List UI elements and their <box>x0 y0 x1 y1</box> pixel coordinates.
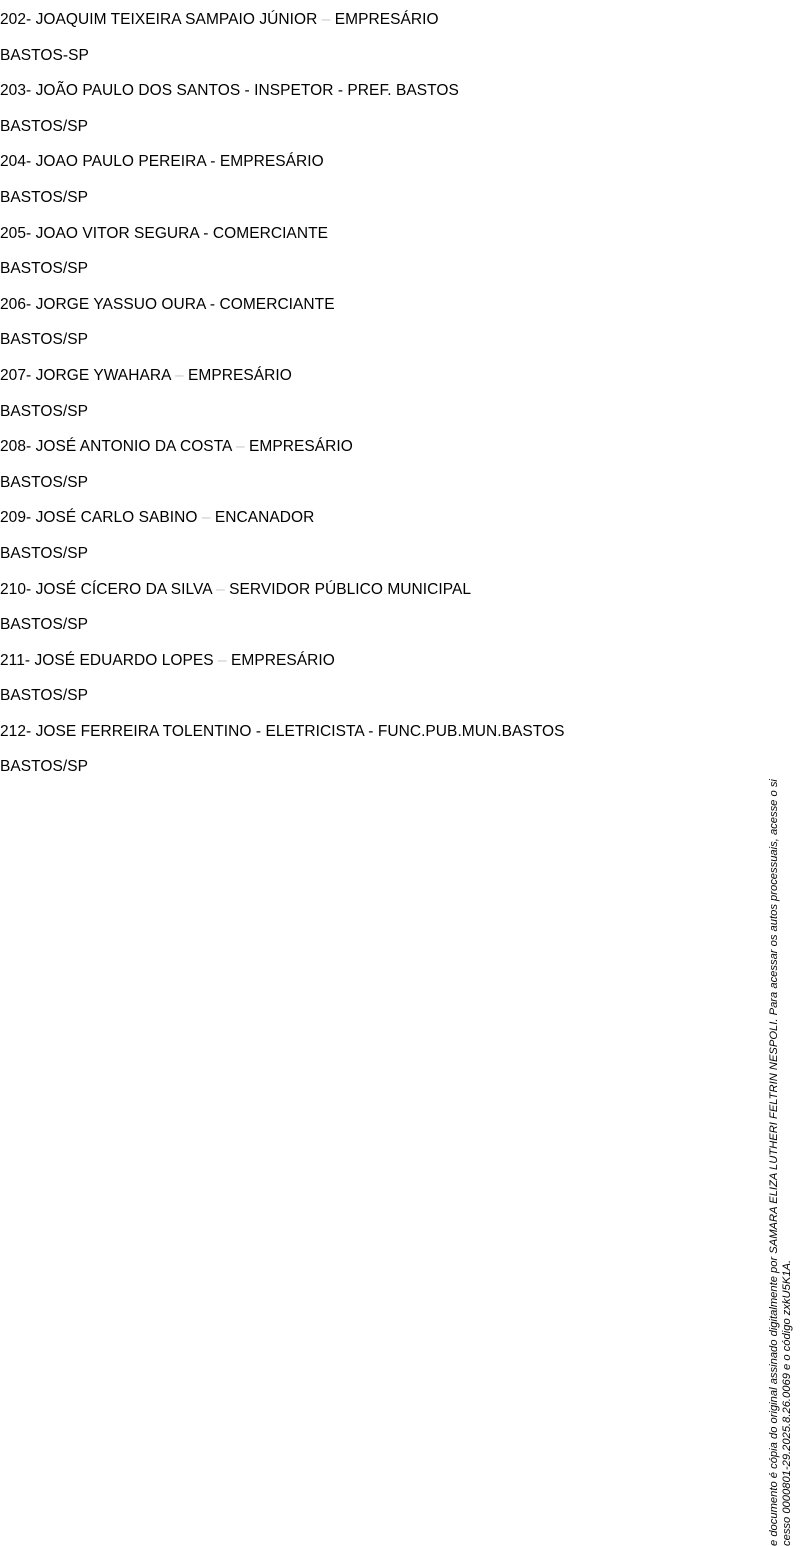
entry-city: BASTOS/SP <box>0 117 89 135</box>
list-item <box>0 429 740 500</box>
entry-name: JOAQUIM TEIXEIRA SAMPAIO JÚNIOR <box>35 11 318 28</box>
entry-occupation: EMPRESÁRIO <box>248 438 353 456</box>
list-item <box>0 73 740 144</box>
entry-separator: – <box>317 11 335 28</box>
entry-name: JOSÉ CÍCERO DA SILVA <box>35 580 212 598</box>
entry-number: 211- <box>0 651 31 669</box>
entry-city: BASTOS-SP <box>0 46 89 64</box>
entry-occupation: ENCANADOR <box>214 509 315 527</box>
entry-occupation: INSPETOR - PREF. BASTOS <box>254 82 459 100</box>
entry-city: BASTOS/SP <box>0 260 89 278</box>
entry-separator: – <box>213 651 232 669</box>
list-item <box>0 500 740 571</box>
list-item <box>0 216 740 287</box>
digital-signature-margin <box>756 0 796 1546</box>
entry-separator: – <box>170 366 188 384</box>
entry-occupation: COMERCIANTE <box>212 224 328 242</box>
entry-number: 205- <box>0 224 32 242</box>
entry-number: 212- <box>0 722 32 740</box>
entry-separator: – <box>211 580 230 598</box>
entry-city: BASTOS/SP <box>0 402 89 420</box>
list-item <box>0 643 740 714</box>
list-item <box>0 287 740 358</box>
digital-signature-note <box>768 346 794 1546</box>
entry-name: JORGE YWAHARA <box>35 366 171 384</box>
entry-name: JOAO VITOR SEGURA <box>35 224 199 242</box>
entry-number: 203- <box>0 82 32 100</box>
entry-name-line <box>0 216 740 252</box>
entry-name: JOSÉ ANTONIO DA COSTA <box>35 438 232 456</box>
entry-name-line <box>0 643 740 679</box>
entry-number: 204- <box>0 153 32 171</box>
list-item <box>0 572 740 643</box>
entry-occupation: EMPRESÁRIO <box>219 153 324 171</box>
entry-separator: - <box>251 722 266 740</box>
entry-separator: - <box>205 153 220 171</box>
entry-separator: – <box>231 438 249 456</box>
entry-separator: - <box>205 295 220 313</box>
entry-occupation: SERVIDOR PÚBLICO MUNICIPAL <box>229 580 472 598</box>
entry-city: BASTOS/SP <box>0 473 89 491</box>
entry-name: JOAO PAULO PEREIRA <box>35 153 206 171</box>
entry-number: 202- <box>0 11 32 28</box>
entry-name: JOSÉ EDUARDO LOPES <box>34 651 214 669</box>
witness-list <box>0 0 740 785</box>
entry-name-line <box>0 358 740 394</box>
entry-name: JOSÉ CARLO SABINO <box>35 509 198 527</box>
entry-name-line <box>0 429 740 465</box>
entry-name-line <box>0 73 740 109</box>
entry-name: JORGE YASSUO OURA <box>35 295 206 313</box>
entry-name-line <box>0 714 740 750</box>
entry-occupation: COMERCIANTE <box>219 295 335 313</box>
entry-name-line <box>0 2 740 38</box>
entry-name: JOÃO PAULO DOS SANTOS <box>35 82 241 100</box>
entry-name-line <box>0 144 740 180</box>
entry-separator: - <box>240 82 255 100</box>
entry-number: 207- <box>0 366 32 384</box>
entry-name: JOSE FERREIRA TOLENTINO <box>35 722 252 740</box>
entry-name-line <box>0 500 740 536</box>
entry-name-line <box>0 287 740 323</box>
entry-occupation: EMPRESÁRIO <box>188 366 292 384</box>
entry-separator: - <box>198 224 213 242</box>
entry-city: BASTOS/SP <box>0 616 89 634</box>
entry-number: 206- <box>0 295 32 313</box>
list-item <box>0 2 740 73</box>
entry-city: BASTOS/SP <box>0 758 89 776</box>
entry-city: BASTOS/SP <box>0 687 89 705</box>
entry-occupation: EMPRESÁRIO <box>334 11 439 28</box>
signature-note-line-1: e documento é cópia do original assinado digitalmente por SAMARA ELIZA LUTHERI FELTRIN NESPOLI. Para acessar os autos processuais, acesse o si <box>768 779 780 1546</box>
entry-occupation: EMPRESÁRIO <box>231 651 335 669</box>
list-item <box>0 358 740 429</box>
entry-city: BASTOS/SP <box>0 188 89 206</box>
list-item <box>0 714 740 785</box>
list-item <box>0 144 740 215</box>
entry-separator: – <box>197 509 215 527</box>
entry-number: 209- <box>0 509 32 527</box>
entry-occupation: ELETRICISTA - FUNC.PUB.MUN.BASTOS <box>265 722 565 740</box>
entry-name-line <box>0 572 740 608</box>
entry-city: BASTOS/SP <box>0 544 89 562</box>
entry-city: BASTOS/SP <box>0 331 89 349</box>
entry-number: 208- <box>0 438 32 456</box>
signature-note-line-2: cesso 0000801-29.2025.8.26.0069 e o código zxkU5K1A. <box>781 1259 793 1546</box>
entry-number: 210- <box>0 580 32 598</box>
